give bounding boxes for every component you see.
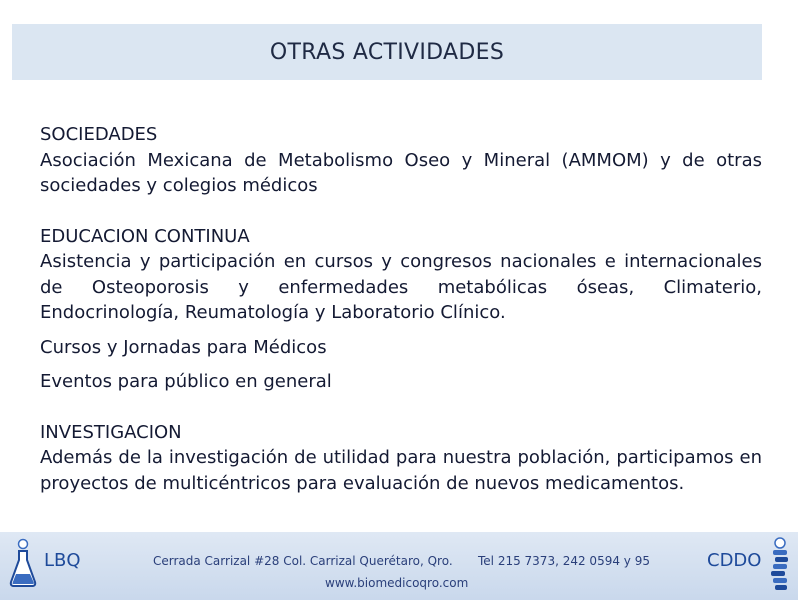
- footer-website: www.biomedicoqro.com: [325, 576, 469, 590]
- content: [40, 122, 762, 496]
- footer-address: Cerrada Carrizal #28 Col. Carrizal Querétaro, Qro.: [153, 554, 453, 568]
- footer-phone: Tel 215 7373, 242 0594 y 95: [478, 554, 650, 568]
- spine-logo-icon: [764, 536, 796, 594]
- section-heading: INVESTIGACION: [40, 421, 182, 443]
- section-heading: SOCIEDADES: [40, 124, 158, 145]
- page-title: OTRAS ACTIVIDADES: [269, 39, 505, 65]
- footer: [0, 532, 798, 600]
- section-educacion: [40, 224, 762, 395]
- section-heading: EDUCACION CONTINUA: [40, 225, 250, 247]
- section-investigacion: [40, 420, 762, 497]
- section-text: Asistencia y participación en cursos y congresos nacionales e internacionales de Osteoporosis y enfermedades metabólicas óseas, Climaterio, Endocrinología, Reumatología y Laboratorio Clínico.: [40, 251, 762, 323]
- section-text: Además de la investigación de utilidad para nuestra población, participamos en proyectos de multicéntricos para evaluación de nuevos medicamentos.: [40, 447, 762, 494]
- list-item: Eventos para público en general: [40, 371, 332, 392]
- lbq-label: LBQ: [44, 550, 81, 571]
- section-text: Asociación Mexicana de Metabolismo Oseo y Mineral (AMMOM) y de otras sociedades y colegios médicos: [40, 149, 762, 196]
- flask-logo-icon: [8, 538, 38, 590]
- cddo-label: CDDO: [707, 550, 762, 571]
- list-item: Cursos y Jornadas para Médicos: [40, 336, 327, 358]
- section-sociedades: [40, 122, 762, 199]
- title-bar: [12, 24, 762, 80]
